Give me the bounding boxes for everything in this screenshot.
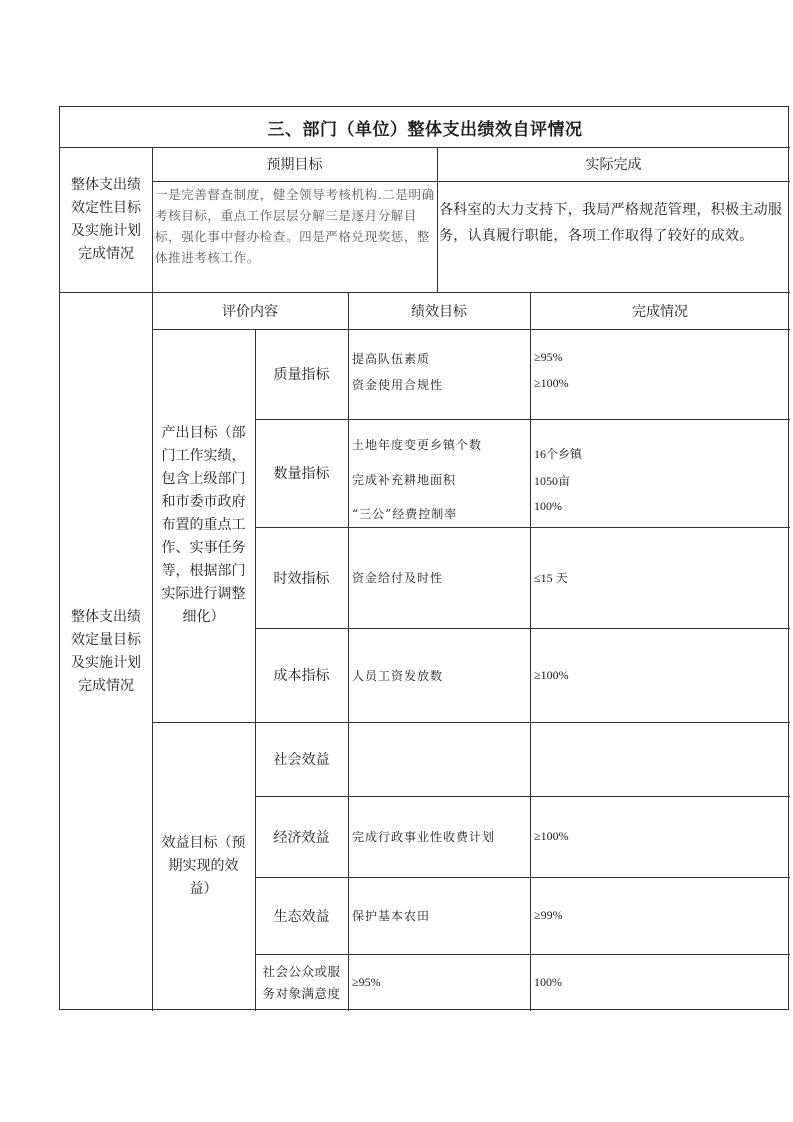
expected-goal-header: 预期目标 — [266, 157, 323, 173]
quantity-indicator: 数量指标 — [273, 466, 330, 482]
list-item: 1050亩 — [534, 474, 571, 488]
economic-benefit-indicator: 经济效益 — [273, 829, 330, 846]
list-item: ≥100% — [534, 376, 569, 390]
actual-completion-header: 实际完成 — [585, 157, 642, 173]
economic-benefit-target: 完成行政事业性收费计划 — [352, 830, 496, 844]
timeliness-value: ≤15 天 — [534, 571, 568, 585]
social-benefit-indicator: 社会效益 — [273, 752, 330, 768]
list-item: ≥95% — [534, 350, 563, 364]
ecological-benefit-value: ≥99% — [534, 908, 563, 922]
section-title: 三、部门（单位）整体支出绩效自评情况 — [267, 119, 583, 140]
performance-target-header: 绩效目标 — [411, 303, 467, 320]
satisfaction-indicator: 社会公众或服务对象满意度 — [262, 963, 341, 1001]
quality-values — [530, 329, 790, 419]
actual-completion-text: 各科室的大力支持下，我局严格规范管理，积极主动服务，认真履行职能，各项工作取得了较好的成效。 — [439, 202, 783, 244]
quality-targets — [348, 329, 530, 419]
quantity-targets — [348, 419, 530, 527]
ecological-benefit-target: 保护基本农田 — [352, 909, 431, 923]
quantity-values — [530, 419, 790, 527]
cost-value: ≥100% — [534, 667, 569, 682]
qualitative-row-label: 整体支出绩效定性目标及实施计划完成情况 — [71, 176, 141, 262]
satisfaction-value: 100% — [534, 975, 562, 989]
list-item: 土地年度变更乡镇个数 — [352, 438, 483, 452]
expected-goal-text: 一是完善督查制度，健全领导考核机构.二是明确考核目标，重点工作层层分解三是逐月分解目标，强化事中督办检查。四是严格兑现奖惩，整体推进考核工作。 — [155, 187, 435, 265]
list-item: 提高队伍素质 — [352, 352, 431, 366]
output-goal-label: 产出目标（部门工作实绩，包含上级部门和市委市政府布置的重点工作、实事任务等，根据部门实际进行调整细化） — [161, 425, 246, 625]
completion-status-header: 完成情况 — [632, 303, 688, 320]
self-evaluation-table — [59, 106, 789, 1010]
list-item: 100% — [534, 499, 562, 513]
list-item: “三公”经费控制率 — [352, 507, 458, 521]
quantitative-row-label: 整体支出绩效定量目标及实施计划完成情况 — [71, 608, 141, 694]
economic-benefit-value: ≥100% — [534, 829, 569, 843]
list-item: 完成补充耕地面积 — [352, 473, 457, 487]
cost-indicator: 成本指标 — [273, 668, 330, 684]
quality-indicator: 质量指标 — [273, 367, 330, 383]
ecological-benefit-indicator: 生态效益 — [273, 908, 330, 925]
list-item: 16个乡镇 — [534, 447, 583, 461]
timeliness-target: 资金给付及时性 — [352, 571, 444, 585]
list-item: 资金使用合规性 — [352, 378, 444, 392]
timeliness-indicator: 时效指标 — [273, 570, 330, 587]
cost-target: 人员工资发放数 — [352, 668, 444, 683]
evaluation-content-header: 评价内容 — [222, 303, 278, 320]
satisfaction-target: ≥95% — [352, 975, 381, 989]
benefit-goal-label: 效益目标（预期实现的效益） — [161, 835, 246, 897]
